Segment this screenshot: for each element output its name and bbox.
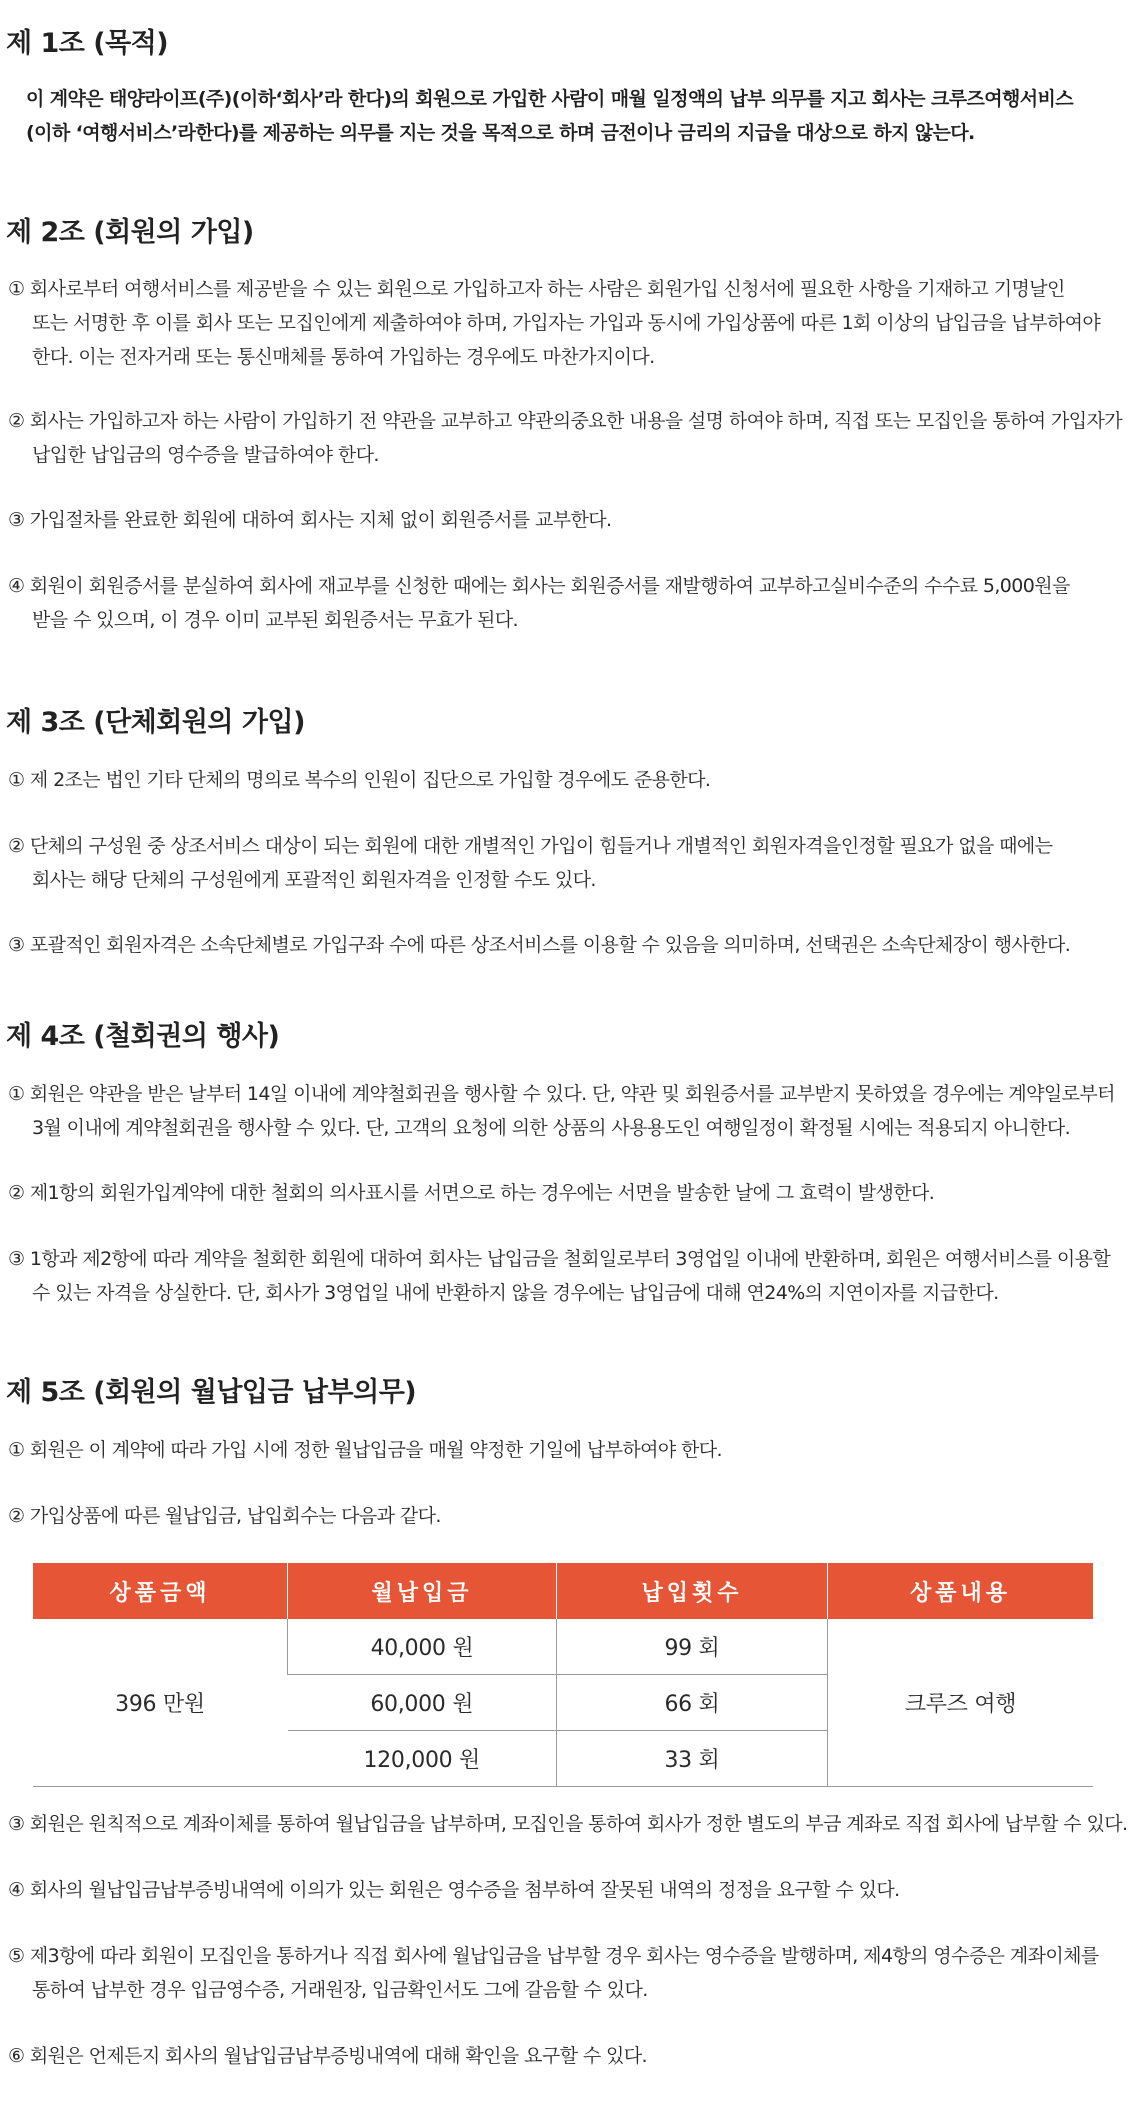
content-cell: 크루즈 여행 (828, 1619, 1094, 1787)
article-1-heading: 제 1조 (목적) (6, 28, 169, 59)
article-5-item-5 (8, 1939, 1099, 2007)
article-3-item-3 (8, 928, 1070, 962)
article-5-item-4 (8, 1873, 900, 1907)
text-line: ① 회원은 이 계약에 따라 가입 시에 정한 월납입금을 매월 약정한 기일에 납부하여야 한다. (8, 1439, 722, 1461)
text-line: ⑤ 제3항에 따라 회원이 모집인을 통하거나 직접 회사에 월납입금을 납부할 경우 회사는 영수증을 발행하며, 제4항의 영수증은 계좌이체를 (8, 1945, 1099, 1967)
text-line: ③ 회원은 원칙적으로 계좌이체를 통하여 월납입금을 납부하며, 모집인을 통하여 회사가 정한 별도의 부금 계좌로 직접 회사에 납부할 수 있다. (8, 1813, 1128, 1835)
text-line: 받을 수 있으며, 이 경우 이미 교부된 회원증서는 무효가 된다. (32, 609, 518, 631)
count-cell: 33 회 (557, 1731, 828, 1787)
article-3-item-1 (8, 763, 710, 797)
text-line: 이 계약은 태양라이프(주)(이하‘회사’라 한다)의 회원으로 가입한 사람이 매월 일정액의 납부 의무를 지고 회사는 크루즈여행서비스 (26, 88, 1073, 110)
article-3-item-2 (8, 829, 1052, 897)
text-line: ③ 포괄적인 회원자격은 소속단체별로 가입구좌 수에 따른 상조서비스를 이용할 수 있음을 의미하며, 선택권은 소속단체장이 행사한다. (8, 934, 1071, 956)
text-line: ③ 가입절차를 완료한 회원에 대하여 회사는 지체 없이 회원증서를 교부한다. (8, 509, 612, 531)
article-4-item-2 (8, 1176, 934, 1210)
text-line: ② 가입상품에 따른 월납입금, 납입회수는 다음과 같다. (8, 1505, 441, 1527)
article-5-item-6 (8, 2039, 647, 2073)
article-2-heading: 제 2조 (회원의 가입) (6, 217, 254, 248)
amount-cell: 396 만원 (33, 1619, 288, 1787)
article-4-heading: 제 4조 (철회권의 행사) (6, 1021, 280, 1052)
product-table (33, 1563, 1093, 1787)
text-line: ② 단체의 구성원 중 상조서비스 대상이 되는 회원에 대한 개별적인 가입이 힘들거나 개별적인 회원자격을인정할 필요가 없을 때에는 (8, 835, 1053, 857)
text-line: 또는 서명한 후 이를 회사 또는 모집인에게 제출하여야 하며, 가입자는 가입과 동시에 가입상품에 따른 1회 이상의 납입금을 납부하여야 (32, 312, 1101, 334)
header-cell-amount: 상품금액 (33, 1563, 288, 1619)
article-5-item-3 (8, 1807, 1127, 1841)
text-line: 납입한 납입금의 영수증을 발급하여야 한다. (32, 444, 379, 466)
article-2-item-2 (8, 404, 1122, 472)
header-cell-content: 상품내용 (828, 1563, 1094, 1619)
article-3-heading: 제 3조 (단체회원의 가입) (6, 707, 305, 738)
table-row (33, 1619, 1093, 1675)
text-line: ④ 회사의 월납입금납부증빙내역에 이의가 있는 회원은 영수증을 첨부하여 잘못된 내역의 정정을 요구할 수 있다. (8, 1879, 900, 1901)
article-5-item-1 (8, 1433, 722, 1467)
article-2-item-1 (8, 272, 1100, 374)
count-cell: 66 회 (557, 1675, 828, 1731)
text-line: ② 회사는 가입하고자 하는 사람이 가입하기 전 약관을 교부하고 약관의중요한 내용을 설명 하여야 하며, 직접 또는 모집인을 통하여 가입자가 (8, 410, 1123, 432)
header-cell-count: 납입횟수 (557, 1563, 828, 1619)
text-line: ③ 1항과 제2항에 따라 계약을 철회한 회원에 대하여 회사는 납입금을 철회일로부터 3영업일 이내에 반환하며, 회원은 여행서비스를 이용할 (8, 1248, 1111, 1270)
text-line: 3월 이내에 계약철회권을 행사할 수 있다. 단, 고객의 요청에 의한 상품의 사용용도인 여행일정이 확정될 시에는 적용되지 아니한다. (32, 1117, 1071, 1139)
article-4-item-3 (8, 1242, 1110, 1310)
text-line: ② 제1항의 회원가입계약에 대한 철회의 의사표시를 서면으로 하는 경우에는 서면을 발송한 날에 그 효력이 발생한다. (8, 1182, 935, 1204)
article-2-item-3 (8, 503, 611, 537)
article-4-item-1 (8, 1077, 1115, 1145)
count-cell: 99 회 (557, 1619, 828, 1675)
text-line: 회사는 해당 단체의 구성원에게 포괄적인 회원자격을 인정할 수도 있다. (32, 869, 596, 891)
text-line: ① 회사로부터 여행서비스를 제공받을 수 있는 회원으로 가입하고자 하는 사람은 회원가입 신청서에 필요한 사항을 기재하고 기명날인 (8, 278, 1065, 300)
monthly-cell: 40,000 원 (288, 1619, 557, 1675)
monthly-cell: 60,000 원 (288, 1675, 557, 1731)
text-line: ① 회원은 약관을 받은 날부터 14일 이내에 계약철회권을 행사할 수 있다. 단, 약관 및 회원증서를 교부받지 못하였을 경우에는 계약일로부터 (8, 1083, 1115, 1105)
article-5-heading: 제 5조 (회원의 월납입금 납부의무) (6, 1377, 417, 1408)
text-line: (이하 ‘여행서비스’라한다)를 제공하는 의무를 지는 것을 목적으로 하며 금전이나 금리의 지급을 대상으로 하지 않는다. (26, 122, 975, 144)
text-line: ④ 회원이 회원증서를 분실하여 회사에 재교부를 신청한 때에는 회사는 회원증서를 재발행하여 교부하고실비수준의 수수료 5,000원을 (8, 575, 1070, 597)
text-line: ① 제 2조는 법인 기타 단체의 명의로 복수의 인원이 집단으로 가입할 경우에도 준용한다. (8, 769, 711, 791)
text-line: ⑥ 회원은 언제든지 회사의 월납입금납부증빙내역에 대해 확인을 요구할 수 있다. (8, 2045, 647, 2067)
text-line: 한다. 이는 전자거래 또는 통신매체를 통하여 가입하는 경우에도 마찬가지이다. (32, 346, 655, 368)
text-line: 수 있는 자격을 상실한다. 단, 회사가 3영업일 내에 반환하지 않을 경우에는 납입금에 대해 연24%의 지연이자를 지급한다. (32, 1282, 999, 1304)
text-line: 통하여 납부한 경우 입금영수증, 거래원장, 입금확인서도 그에 갈음할 수 있다. (32, 1979, 648, 2001)
header-cell-monthly: 월납입금 (288, 1563, 557, 1619)
article-1-intro (26, 82, 1073, 150)
article-5-item-2 (8, 1499, 441, 1533)
monthly-cell: 120,000 원 (288, 1731, 557, 1787)
article-2-item-4 (8, 569, 1070, 637)
table-header-row (33, 1563, 1093, 1619)
